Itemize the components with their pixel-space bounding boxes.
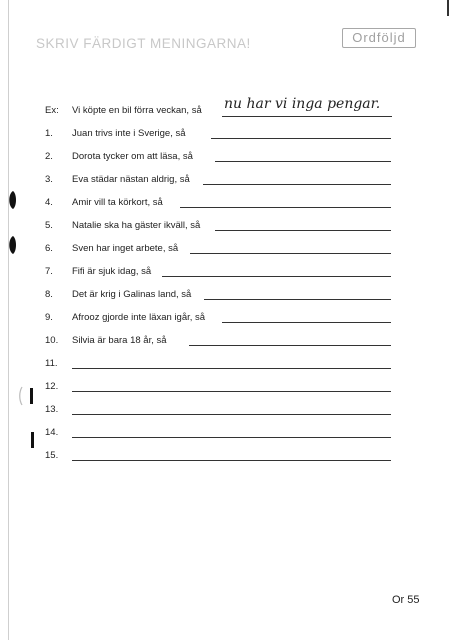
item-number: 6. — [45, 243, 53, 254]
item-sentence: Natalie ska ha gäster ikväll, så — [72, 220, 201, 231]
item-sentence: Juan trivs inte i Sverige, så — [72, 128, 186, 139]
exercise-row — [0, 401, 452, 419]
exercise-row — [0, 125, 452, 143]
item-number: 4. — [45, 197, 53, 208]
answer-line[interactable] — [72, 414, 391, 415]
item-number: 14. — [45, 427, 59, 438]
item-sentence: Dorota tycker om att läsa, så — [72, 151, 193, 162]
answer-line[interactable] — [189, 345, 391, 346]
answer-line[interactable] — [215, 230, 391, 231]
answer-line[interactable] — [72, 460, 391, 461]
exercise-row — [0, 148, 452, 166]
example-handwritten-answer: nu har vi inga pengar. — [224, 96, 381, 112]
exercise-row — [0, 240, 452, 258]
item-number: 7. — [45, 266, 53, 277]
item-sentence: Afrooz gjorde inte läxan igår, så — [72, 312, 206, 323]
item-number: 15. — [45, 450, 59, 461]
answer-line[interactable] — [72, 368, 391, 369]
answer-line[interactable] — [72, 437, 391, 438]
exercise-row — [0, 309, 452, 327]
exercise-row — [0, 286, 452, 304]
answer-line[interactable] — [215, 161, 391, 162]
answer-line[interactable] — [203, 184, 391, 185]
item-sentence: Sven har inget arbete, så — [72, 243, 179, 254]
item-number: 13. — [45, 404, 59, 415]
item-number: 2. — [45, 151, 53, 162]
exercise-row — [0, 194, 452, 212]
item-number: 9. — [45, 312, 53, 323]
exercise-row — [0, 378, 452, 396]
answer-line[interactable] — [211, 138, 391, 139]
item-sentence: Det är krig i Galinas land, så — [72, 289, 192, 300]
item-sentence: Eva städar nästan aldrig, så — [72, 174, 190, 185]
item-number: 1. — [45, 128, 53, 139]
example-row — [0, 96, 452, 120]
example-sentence: Vi köpte en bil förra veckan, så — [72, 105, 202, 116]
answer-line[interactable] — [180, 207, 391, 208]
binder-hole-mark — [18, 385, 38, 407]
item-number: 8. — [45, 289, 53, 300]
item-sentence: Fifi är sjuk idag, så — [72, 266, 152, 277]
answer-line[interactable] — [222, 322, 391, 323]
answer-line[interactable] — [72, 391, 391, 392]
binder-hole-mark — [6, 190, 20, 210]
item-number: 12. — [45, 381, 59, 392]
binder-hole-mark — [6, 235, 20, 255]
page-edge-mark — [447, 0, 449, 16]
page-number: Or 55 — [392, 594, 420, 606]
item-number: 5. — [45, 220, 53, 231]
exercise-row — [0, 332, 452, 350]
item-sentence: Amir vill ta körkort, så — [72, 197, 163, 208]
answer-line[interactable] — [204, 299, 391, 300]
answer-line[interactable] — [162, 276, 391, 277]
item-number: 10. — [45, 335, 59, 346]
binder-hole-mark — [28, 430, 38, 452]
exercise-row — [0, 424, 452, 442]
answer-line[interactable] — [190, 253, 391, 254]
item-number: 11. — [45, 358, 58, 369]
exercise-row — [0, 217, 452, 235]
topic-badge: Ordföljd — [342, 28, 416, 48]
item-number: 3. — [45, 174, 53, 185]
page-title: SKRIV FÄRDIGT MENINGARNA! — [36, 36, 251, 51]
example-label: Ex: — [45, 105, 59, 116]
exercise-row — [0, 171, 452, 189]
exercise-row — [0, 355, 452, 373]
item-sentence: Silvia är bara 18 år, så — [72, 335, 167, 346]
answer-line — [222, 116, 392, 117]
exercise-row — [0, 447, 452, 465]
exercise-row — [0, 263, 452, 281]
